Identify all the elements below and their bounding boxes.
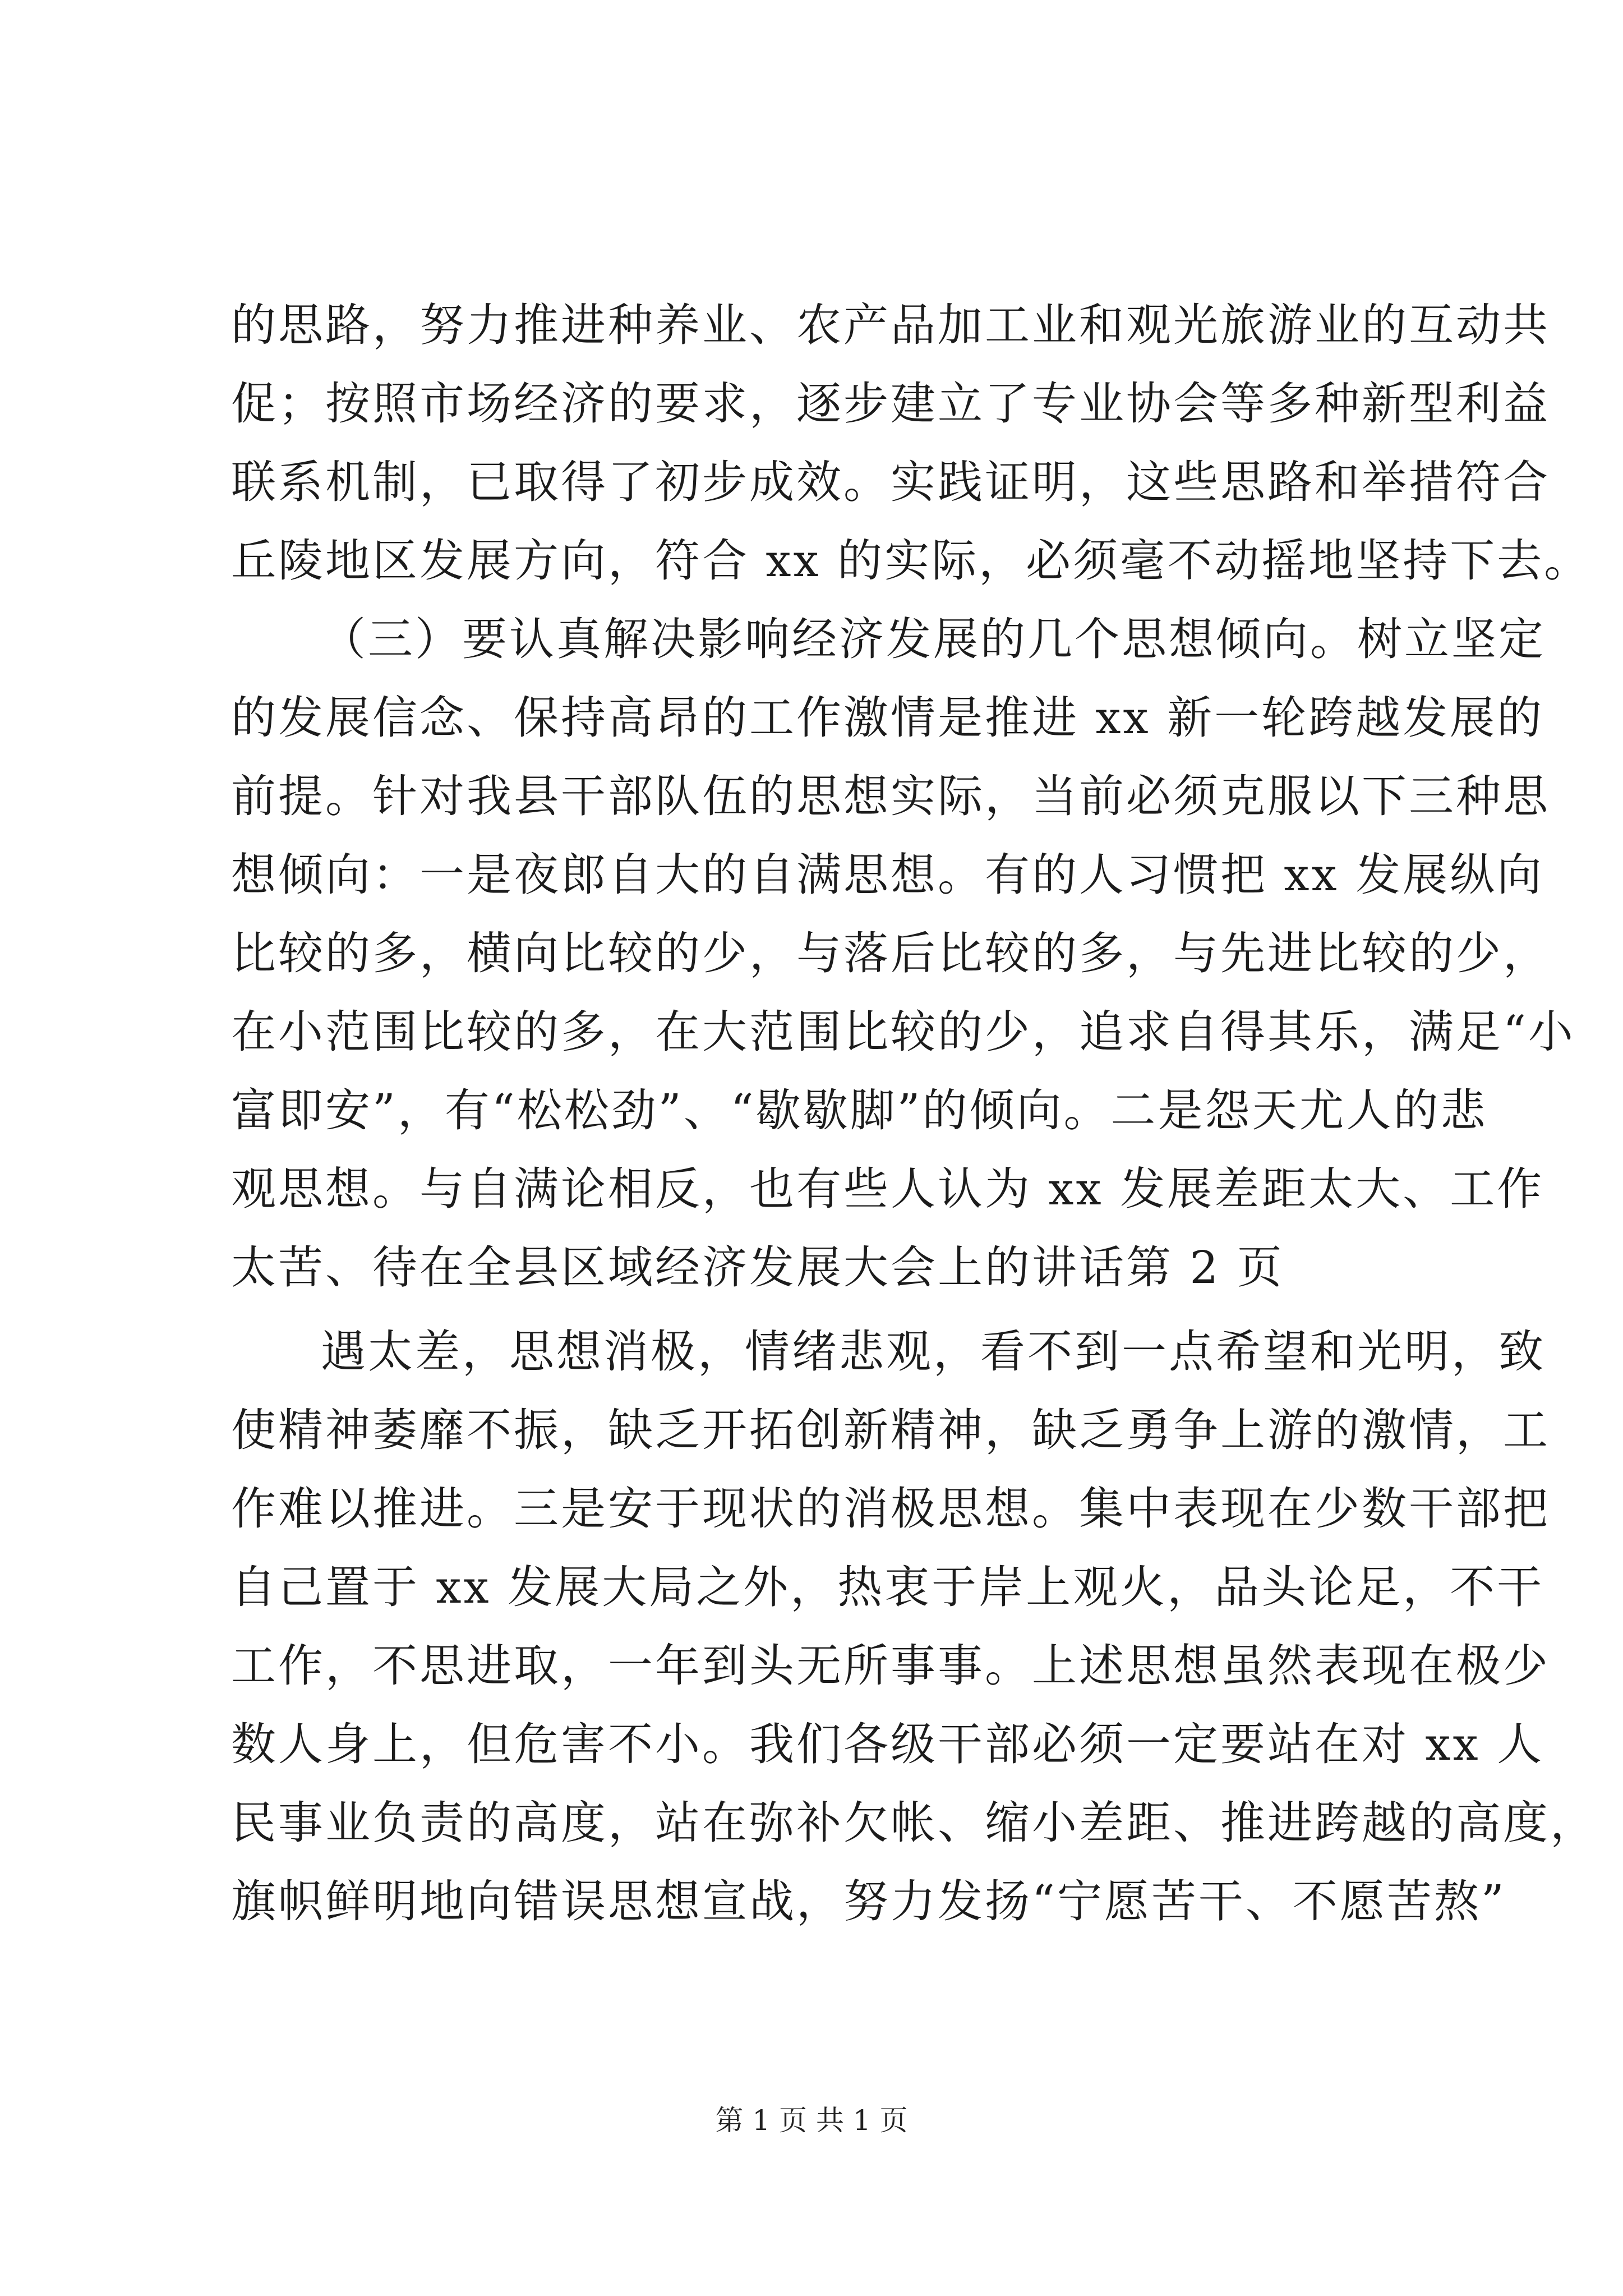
- text-line: 的思路，努力推进种养业、农产品加工业和观光旅游业的互动共: [231, 299, 1550, 351]
- text-line: 比较的多，横向比较的少，与落后比较的多，与先进比较的少，: [231, 927, 1550, 979]
- text-line: 促；按照市场经济的要求，逐步建立了专业协会等多种新型利益: [231, 378, 1550, 430]
- text-line: 想倾向：一是夜郎自大的自满思想。有的人习惯把 xx 发展纵向: [231, 849, 1544, 901]
- text-line: 联系机制，已取得了初步成效。实践证明，这些思路和举措符合: [231, 456, 1550, 508]
- text-line: 在小范围比较的多，在大范围比较的少，追求自得其乐，满足“小: [231, 1006, 1575, 1058]
- text-line: 旗帜鲜明地向错误思想宣战，努力发扬“宁愿苦干、不愿苦熬”: [231, 1875, 1506, 1927]
- page-break-line: 太苦、待在全县区域经济发展大会上的讲话第 2 页: [231, 1241, 1284, 1294]
- text-line: 的发展信念、保持高昂的工作激情是推进 xx 新一轮跨越发展的: [231, 692, 1544, 744]
- text-line: 数人身上，但危害不小。我们各级干部必须一定要站在对 xx 人: [231, 1718, 1544, 1770]
- text-line: 工作，不思进取，一年到头无所事事。上述思想虽然表现在极少: [231, 1640, 1550, 1692]
- page-footer: 第 1 页 共 1 页: [715, 2104, 908, 2137]
- text-line: 使精神萎靡不振，缺乏开拓创新精神，缺乏勇争上游的激情，工: [231, 1404, 1550, 1456]
- text-line: 自己置于 xx 发展大局之外，热衷于岸上观火，品头论足，不干: [231, 1561, 1544, 1613]
- text-line: 作难以推进。三是安于现状的消极思想。集中表现在少数干部把: [231, 1483, 1550, 1535]
- text-line: 富即安”，有“松松劲”、“歇歇脚”的倾向。二是怨天尤人的悲: [231, 1084, 1488, 1137]
- text-line: 丘陵地区发展方向，符合 xx 的实际，必须毫不动摇地坚持下去。: [231, 535, 1592, 587]
- paragraph-first-line: （三）要认真解决影响经济发展的几个思想倾向。树立坚定: [321, 613, 1546, 665]
- text-line: 前提。针对我县干部队伍的思想实际，当前必须克服以下三种思: [231, 770, 1550, 822]
- paragraph-first-line: 遇太差，思想消极，情绪悲观，看不到一点希望和光明，致: [321, 1326, 1546, 1378]
- text-line: 观思想。与自满论相反，也有些人认为 xx 发展差距太大、工作: [231, 1163, 1544, 1215]
- text-line: 民事业负责的高度，站在弥补欠帐、缩小差距、推进跨越的高度，: [231, 1797, 1597, 1849]
